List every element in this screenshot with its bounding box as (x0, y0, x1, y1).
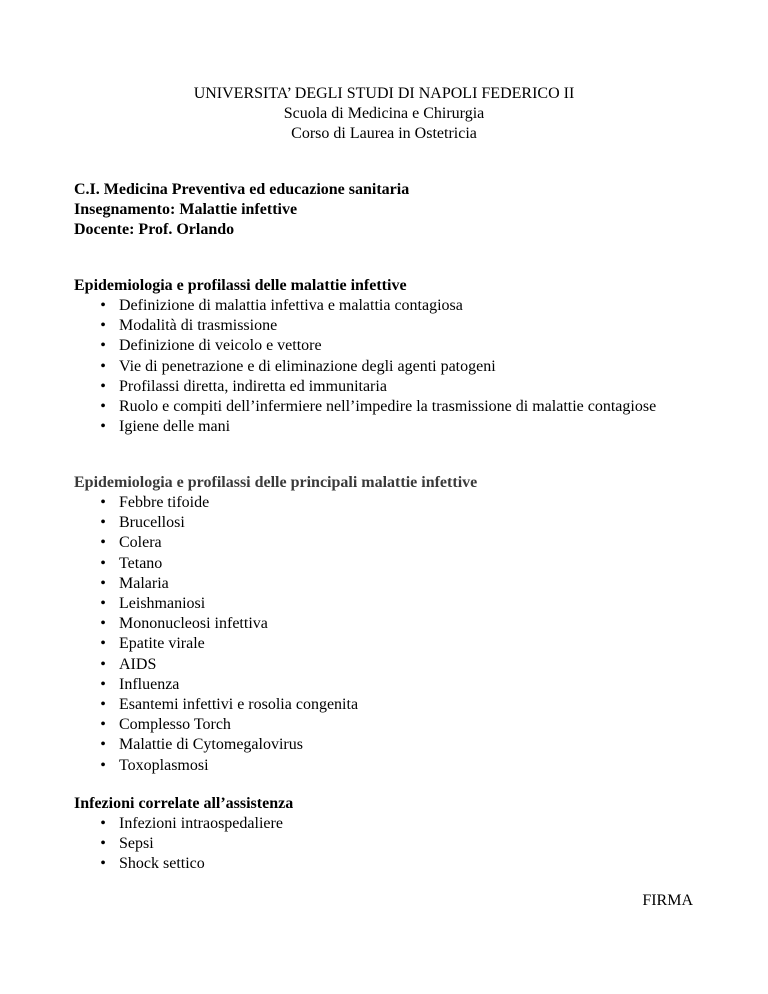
list-item (74, 614, 694, 634)
list-item-text: Ruolo e compiti dell’infermiere nell’impedire la trasmissione di malattie contagiose (119, 398, 657, 416)
section-infezioni-assistenza (74, 794, 694, 875)
list-item-text: Shock settico (119, 855, 205, 873)
list-item-text: Complesso Torch (119, 716, 231, 734)
course-ci: C.I. Medicina Preventiva ed educazione sanitaria (74, 181, 410, 198)
list-item (74, 397, 694, 417)
list-item-text: Definizione di malattia infettiva e malattia contagiosa (119, 297, 463, 314)
bullet-icon: • (100, 514, 106, 532)
list-item (74, 554, 694, 574)
list-item-text: Mononucleosi infettiva (119, 615, 268, 633)
list-item-text: Brucellosi (119, 514, 185, 532)
list-item (74, 493, 694, 513)
section-principali-malattie (74, 473, 694, 776)
list-item-text: Influenza (119, 675, 180, 693)
bullet-icon: • (100, 377, 106, 395)
bullet-icon: • (100, 398, 106, 416)
bullet-icon: • (100, 756, 106, 774)
section-title: Infezioni correlate all’assistenza (74, 795, 294, 812)
bullet-icon: • (100, 716, 106, 734)
list-item (74, 834, 694, 854)
list-item (74, 756, 694, 776)
signature-label: FIRMA (642, 892, 693, 909)
section-epidemiologia-profilassi (74, 276, 694, 437)
bullet-icon: • (100, 736, 106, 754)
list-item (74, 316, 694, 336)
bullet-icon: • (100, 574, 106, 592)
course-teacher: Docente: Prof. Orlando (74, 221, 235, 238)
bullet-icon: • (100, 297, 106, 314)
bullet-icon: • (100, 357, 106, 375)
list-item (74, 814, 694, 834)
section-list (74, 296, 694, 437)
list-item (74, 417, 694, 437)
bullet-icon: • (100, 655, 106, 673)
list-item-text: Modalità di trasmissione (119, 317, 278, 335)
degree-name: Corso di Laurea in Ostetricia (291, 125, 477, 142)
list-item (74, 513, 694, 533)
list-item (74, 594, 694, 614)
list-item-text: Leishmaniosi (119, 595, 206, 613)
section-title: Epidemiologia e profilassi delle principali malattie infettive (74, 474, 478, 491)
university-name: UNIVERSITA’ DEGLI STUDI DI NAPOLI FEDERICO II (193, 85, 575, 102)
bullet-icon: • (100, 534, 106, 552)
list-item-text: Infezioni intraospedaliere (119, 815, 283, 832)
bullet-icon: • (100, 855, 106, 873)
school-name: Scuola di Medicina e Chirurgia (283, 105, 485, 122)
list-item (74, 854, 694, 874)
list-item-text: Toxoplasmosi (119, 756, 209, 774)
list-item (74, 655, 694, 675)
list-item-text: Colera (119, 534, 162, 552)
list-item-text: Definizione di veicolo e vettore (119, 337, 322, 355)
list-item (74, 357, 694, 377)
list-item (74, 634, 694, 654)
list-item (74, 695, 694, 715)
list-item-text: AIDS (119, 655, 157, 673)
bullet-icon: • (100, 835, 106, 853)
list-item (74, 533, 694, 553)
bullet-icon: • (100, 317, 106, 335)
course-subject: Insegnamento: Malattie infettive (74, 201, 298, 218)
document-header (0, 84, 768, 144)
course-info (74, 180, 409, 240)
list-item-text: Tetano (119, 554, 163, 572)
bullet-icon: • (100, 675, 106, 693)
section-list (74, 493, 694, 776)
section-title: Epidemiologia e profilassi delle malattie infettive (74, 277, 407, 294)
list-item-text: Vie di penetrazione e di eliminazione degli agenti patogeni (119, 357, 496, 375)
list-item (74, 296, 694, 316)
list-item (74, 336, 694, 356)
bullet-icon: • (100, 418, 106, 436)
list-item-text: Malaria (119, 574, 169, 592)
list-item-text: Esantemi infettivi e rosolia congenita (119, 696, 359, 714)
list-item-text: Febbre tifoide (119, 494, 210, 511)
bullet-icon: • (100, 554, 106, 572)
list-item (74, 574, 694, 594)
bullet-icon: • (100, 337, 106, 355)
list-item (74, 377, 694, 397)
bullet-icon: • (100, 635, 106, 653)
bullet-icon: • (100, 595, 106, 613)
bullet-icon: • (100, 494, 106, 511)
list-item-text: Malattie di Cytomegalovirus (119, 736, 303, 754)
bullet-icon: • (100, 696, 106, 714)
list-item-text: Profilassi diretta, indiretta ed immunitaria (119, 377, 387, 395)
section-list (74, 814, 694, 875)
list-item-text: Sepsi (119, 835, 154, 853)
bullet-icon: • (100, 815, 106, 832)
list-item (74, 735, 694, 755)
bullet-icon: • (100, 615, 106, 633)
list-item (74, 675, 694, 695)
list-item-text: Igiene delle mani (119, 418, 231, 436)
list-item-text: Epatite virale (119, 635, 205, 653)
list-item (74, 715, 694, 735)
